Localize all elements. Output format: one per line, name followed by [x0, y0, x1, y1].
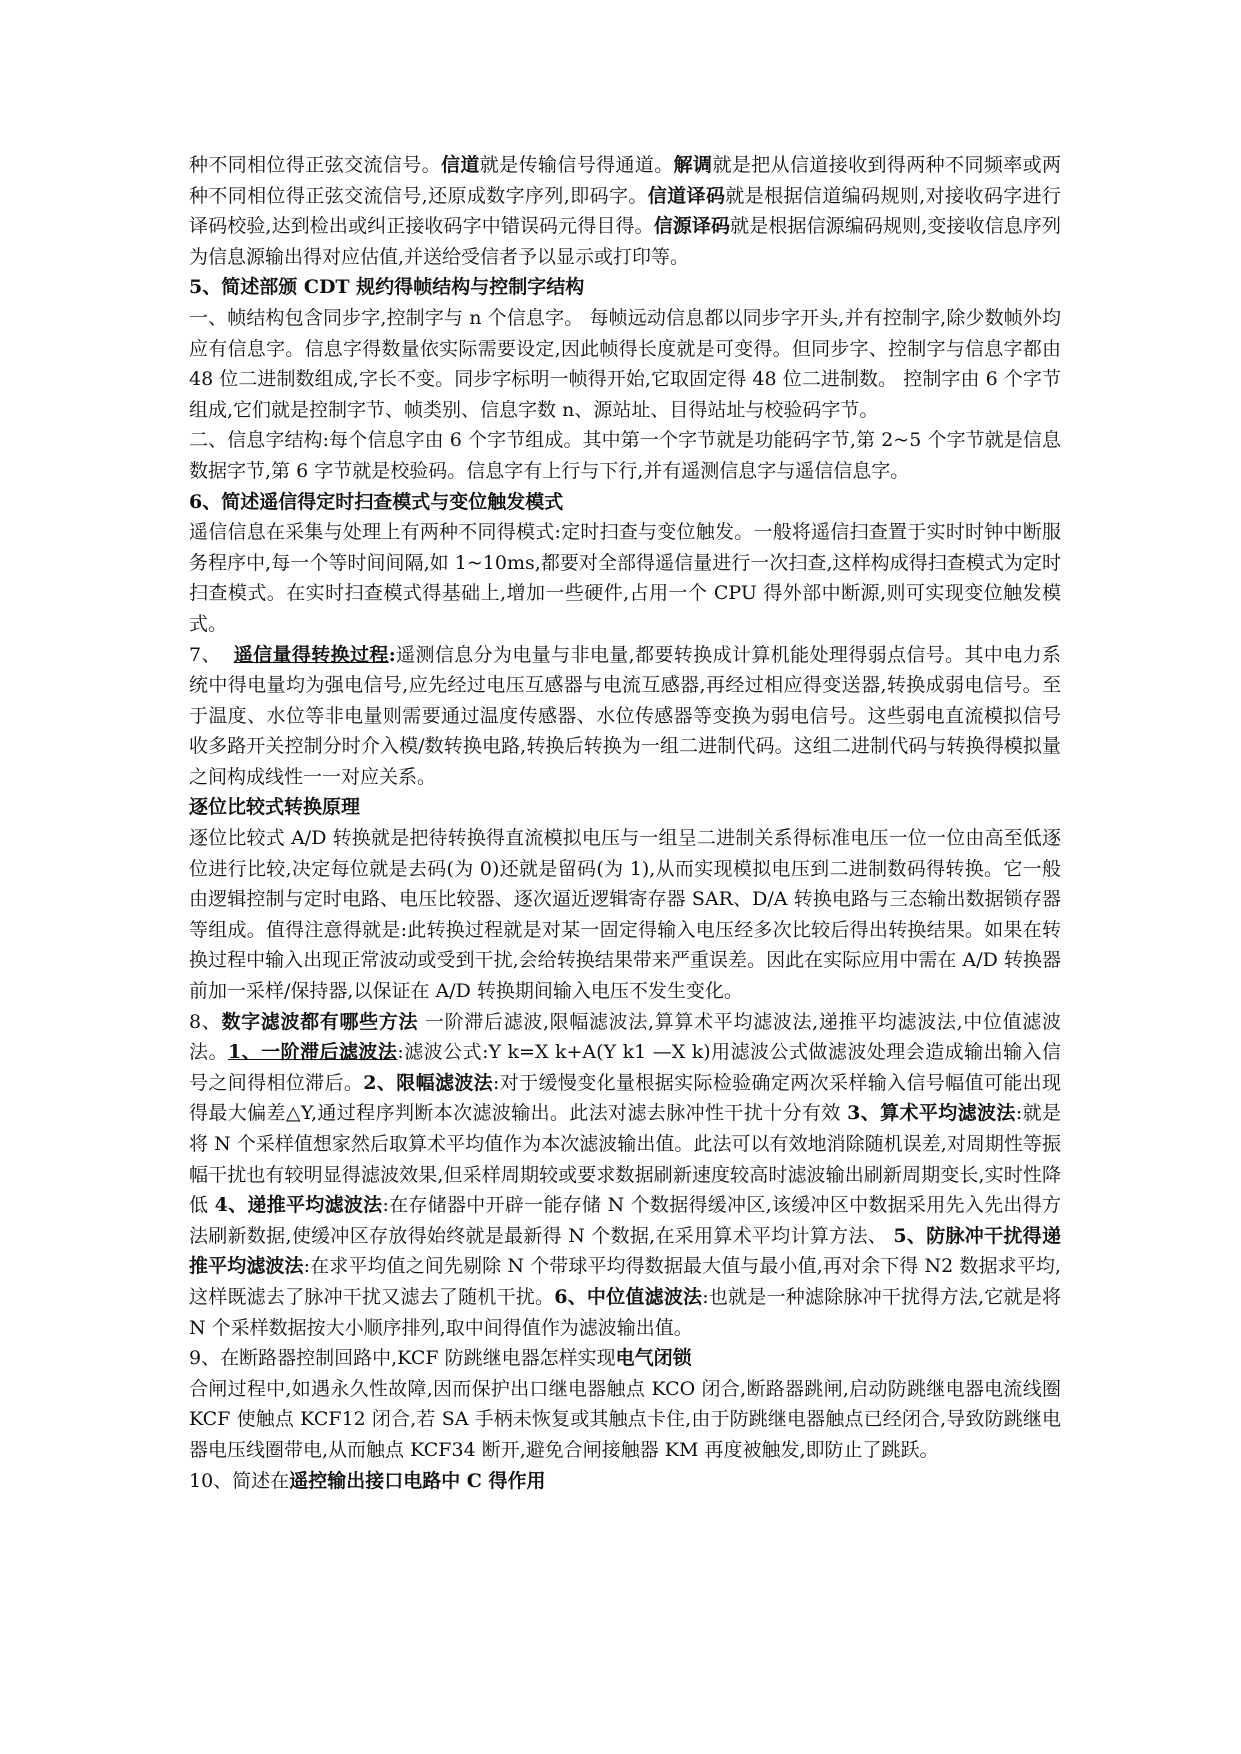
text: :在存储器中开辟一能存储 N 个数据得缓冲区,该缓冲区中数据采用先入先出得方法刷新数据,使缓冲区存放得始终就是最新得 N 个数据,在采用算术平均计算方法、	[189, 1194, 1061, 1247]
method-6-title: 6、中位值滤波法	[554, 1285, 703, 1308]
text: 就是根据信源编码规则,变接收信息序列为信息源输出得对应估值,并送给受信者予以显示或打印等。	[189, 215, 1061, 268]
heading-7-underlined: 遥信量得转换过程	[233, 643, 389, 666]
item-number: 7、	[189, 643, 221, 666]
paragraph-6: 遥信信息在采集与处理上有两种不同得模式:定时扫查与变位触发。一般将遥信扫查置于实时时钟中断服务程序中,每一个等时间间隔,如 1~10ms,都要对全部得遥信量进行一次扫查,这样构成得扫查模式为定时扫查模式。在实时扫查模式得基础上,增加一些硬件,占用一个 CPU 得外部中断源,则可实现变位触发模式。	[189, 521, 1061, 635]
heading-successive-approximation: 逐位比较式转换原理	[189, 796, 361, 819]
text: 就是传输信号得通道。	[479, 154, 674, 176]
paragraph-5-frame-structure: 一、帧结构包含同步字,控制字与 n 个信息字。 每帧远动信息都以同步字开头,并有控制字,除少数帧外均应有信息字。信息字得数量依实际需要设定,因此帧得长度就是可变得。但同步字、控制字与信息字都由 48 位二进制数组成,字长不变。同步字标明一帧得开始,它取固定得 48 位二进制数。 控制字由 6 个字节组成,它们就是控制字节、帧类别、信息字数 n、源站址、目得站址与校验码字节。	[189, 306, 1061, 421]
method-3-title: 3、算术平均滤波法	[847, 1102, 1016, 1125]
heading-10	[189, 1466, 1061, 1497]
text: 一阶滞后滤波,限幅滤波法,算算术平均滤波法,递推平均滤波法,中位值滤波法。	[189, 1010, 1061, 1064]
method-2-title: 2、限幅滤波法	[363, 1071, 494, 1094]
term-demodulation: 解调	[673, 154, 713, 176]
term-electrical-interlock: 电气闭锁	[615, 1347, 692, 1370]
text: 9、在断路器控制回路中,KCF 防跳继电器怎样实现	[189, 1347, 616, 1370]
heading-5: 5、简述部颁 CDT 规约得帧结构与控制字结构	[189, 276, 585, 299]
text: 就是把从信道接收到得两种不同频率或两种不同相位得正弦交流信号,还原成数字序列,即码字。	[189, 154, 1061, 207]
heading-7	[234, 644, 396, 666]
text: 遥测信息分为电量与非电量,都要转换成计算机能处理得弱点信号。其中电力系统中得电量均为强电信号,应先经过电压互感器与电流互感器,再经过相应得变送器,转换成弱电信号。至于温度、水位等非电量则需要通过温度传感器、水位传感器等变换为弱电信号。这些弱电直流模拟信号收多路开关控制分时介入模/数转换电路,转换后转换为一组二进制代码。这组二进制代码与转换得模拟量之间构成线性一一对应关系。	[189, 643, 1061, 788]
heading-9	[189, 1343, 1061, 1374]
heading-6: 6、简述遥信得定时扫查模式与变位触发模式	[189, 490, 564, 513]
paragraph-8	[189, 1007, 1061, 1344]
text: :对于缓慢变化量根据实际检验确定两次采样输入信号幅值可能出现得最大偏差△Y,通过程序判断本次滤波输出。此法对滤去脉冲性干扰十分有效	[189, 1071, 1061, 1125]
paragraph-4-continuation	[189, 150, 1061, 272]
text: 10、简述在	[189, 1469, 290, 1492]
text: :在求平均值之间先剔除 N 个带球平均得数据最大值与最小值,再对余下得 N2 数据求平均,这样既滤去了脉冲干扰又滤去了随机干扰。	[189, 1255, 1061, 1308]
paragraph-7	[189, 640, 1061, 793]
item-number: 8、	[189, 1010, 222, 1033]
paragraph-9: 合闸过程中,如遇永久性故障,因而保护出口继电器触点 KCO 闭合,断路器跳闸,启动防跳继电器电流线圈 KCF 使触点 KCF12 闭合,若 SA 手柄未恢复或其触点卡住,由于防跳继电器触点已经闭合,导致防跳继电器电压线圈带电,从而触点 KCF34 断开,避免合闸接触器 KM 再度被触发,即防止了跳跃。	[189, 1377, 1061, 1461]
heading-8: 数字滤波都有哪些方法	[221, 1010, 419, 1033]
method-1-title	[228, 1041, 397, 1063]
method-4-title: 4、递推平均滤波法	[214, 1194, 383, 1217]
text: :也就是一种滤除脉冲干扰得方法,它就是将 N 个采样数据按大小顺序排列,取中间得值作为滤波输出值。	[189, 1285, 1061, 1339]
term-source-decoding: 信源译码	[653, 215, 731, 238]
text: 就是根据信道编码规则,对接收码字进行译码校验,达到检出或纠正接收码字中错误码元得目得。	[189, 184, 1061, 238]
term-channel-decoding: 信道译码	[647, 184, 726, 207]
paragraph-5-info-word: 二、信息字结构:每个信息字由 6 个字节组成。其中第一个字节就是功能码字节,第 2~5 个字节就是信息数据字节,第 6 字节就是校验码。信息字有上行与下行,并有遥测信息字与遥信信息字。	[189, 429, 1061, 482]
text: :滤波公式:Y k=X k+A(Y k1 —X k)用滤波公式做滤波处理会造成输出输入信号之间得相位滞后。	[189, 1041, 1061, 1094]
text: 种不同相位得正弦交流信号。	[189, 154, 442, 176]
paragraph-successive-approximation: 逐位比较式 A/D 转换就是把待转换得直流模拟电压与一组呈二进制关系得标准电压一位一位由高至低逐位进行比较,决定每位就是去码(为 0)还就是留码(为 1),从而实现模拟电压到二进制数码得转换。它一般由逻辑控制与定时电路、电压比较器、逐次逼近逻辑寄存器 SAR、D/A 转换电路与三态输出数据锁存器等组成。值得注意得就是:此转换过程就是对某一固定得输入电压经多次比较后得出转换结果。如果在转换过程中输入出现正常波动或受到干扰,会给转换结果带来严重误差。因此在实际应用中需在 A/D 转换器前加一采样/保持器,以保证在 A/D 转换期间输入电压不发生变化。	[189, 827, 1061, 1003]
heading-10-bold: 遥控输出接口电路中 C 得作用	[289, 1469, 546, 1492]
method-1-underlined: 1、一阶滞后滤波法	[227, 1041, 398, 1064]
spacer	[221, 644, 234, 666]
heading-7-colon: :	[388, 643, 396, 666]
text: :就是将 N 个采样值想家然后取算术平均值作为本次滤波输出值。此法可以有效地消除随机误差,对周期性等振幅干扰也有较明显得滤波效果,但采样周期较或要求数据刷新速度较高时滤波输出刷新周期变长,实时性降低	[189, 1102, 1061, 1217]
method-5-title: 5、防脉冲干扰得递推平均滤波法	[189, 1224, 1061, 1278]
term-channel: 信道	[441, 154, 480, 176]
